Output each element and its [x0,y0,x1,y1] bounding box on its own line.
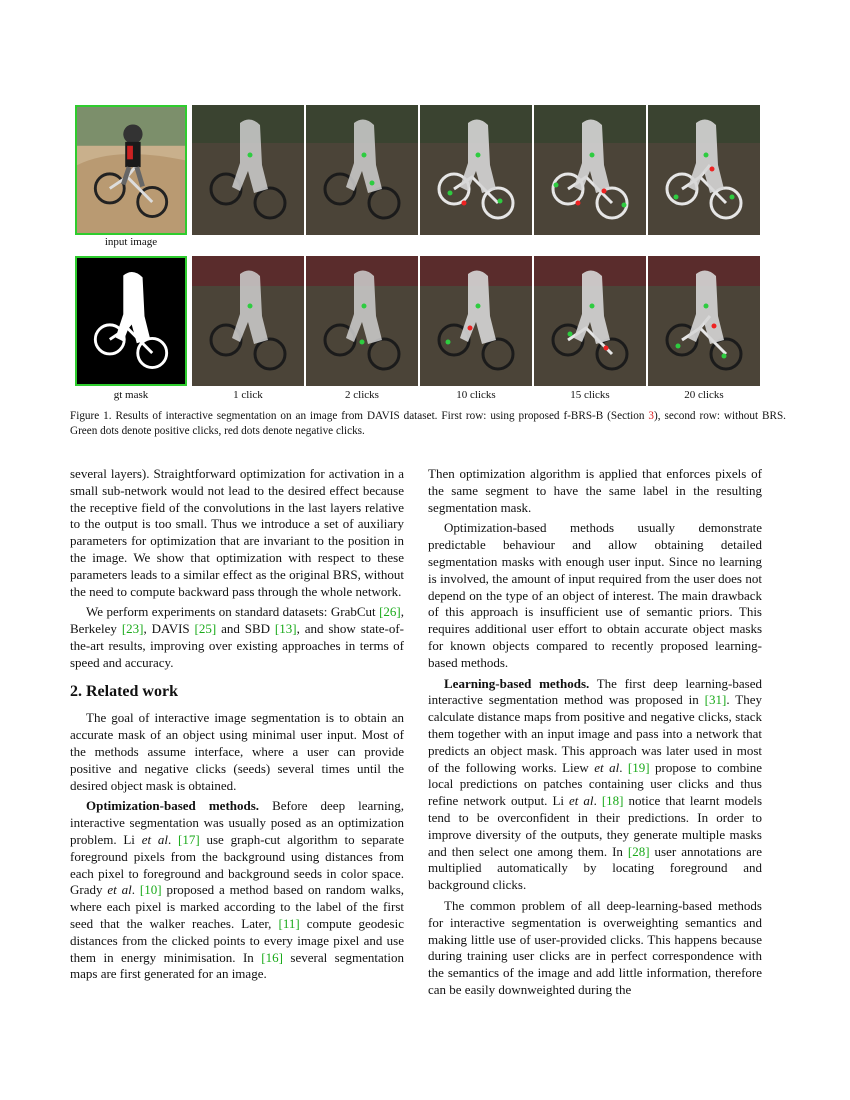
row1-result-2-clicks [306,105,418,235]
citation-31[interactable]: [31] [704,692,727,708]
text: and SBD [216,621,275,637]
right-paragraph-3 [428,676,762,894]
citation-18[interactable]: [18] [601,793,624,809]
text: , Berkeley [70,604,404,637]
text: compute geodesic distances from the clicked points to every image pixel and use them in energy minimisation. In [70,915,405,965]
right-paragraph-4: The common problem of all deep-learning-based methods for interactive segmentation is overweighting semantics and making little use of user-provided clicks. This happens because during training user clicks are in perfect correspondence with the semantics of the image and add little information, therefore can be easily downweighted during the [428,897,762,997]
citation-19[interactable]: [19] [627,759,650,775]
label-gt-mask: gt mask [113,389,149,401]
et-al: et al [107,882,132,898]
row1-result-10-clicks [420,105,532,235]
row1-result-15-clicks [534,105,646,235]
text: notice that learnt models tend to be overconfident in their predictions. In order to improve diversity of the outputs, they generate multiple masks and then select one among them. In [428,793,763,859]
input-image-thumbnail [75,105,187,235]
paragraph-title-learning: Learning-based methods. [444,675,590,691]
right-column [428,466,762,1003]
figure-1 [0,0,850,460]
citation-13[interactable]: [13] [274,621,297,637]
text: . [619,759,628,775]
section-ref-link[interactable]: 3 [648,410,654,422]
gt-mask-thumbnail [75,256,187,386]
row1-result-20-clicks [648,105,760,235]
text: , and show state-of-the-art results, improving over existing approaches in terms of speed and accuracy. [70,621,405,670]
row2-result-15-clicks [534,256,646,386]
section-heading-related-work: 2. Related work [70,682,178,700]
citation-23[interactable]: [23] [121,621,144,637]
label-10-clicks: 10 clicks [456,389,496,401]
label-input-image: input image [104,236,158,248]
right-paragraph-2: Optimization-based methods usually demonstrate predictable behaviour and allow obtaining detailed segmentation masks with enough user input. Since no learning is involved, the amount of input required from the user does not depend on the type of an object of interest. The main drawback of this approach is insufficient use of semantic priors. This requires additional user effort to obtain accurate object masks for known objects compared to recently proposed learning-based methods. [428,520,762,670]
text: , DAVIS [143,621,195,637]
left-column [70,466,404,987]
et-al: et al [594,759,620,775]
text: . [131,882,140,898]
row1-result-1-click [192,105,304,235]
text: The first deep learning-based interactive segmentation method was proposed in [428,675,762,708]
citation-11[interactable]: [11] [278,915,300,931]
citation-25[interactable]: [25] [194,621,217,637]
citation-10[interactable]: [10] [139,882,162,898]
text: user annotations are multiplied automatically by locating foreground and background clicks. [428,843,762,893]
text: Before deep learning, interactive segmentation was usually posed as an optimization problem. Li [70,798,404,847]
label-15-clicks: 15 clicks [570,389,610,401]
citation-16[interactable]: [16] [261,949,283,965]
text: . [593,793,602,809]
text: propose to combine local predictions on patches containing user clicks and thus refine network output. Li [428,759,762,809]
row2-result-10-clicks [420,256,532,386]
row2-result-2-clicks [306,256,418,386]
caption-text-1: Figure 1. Results of interactive segmentation on an image from DAVIS dataset. First row: using proposed f-BRS-B (Section [70,410,649,422]
text: proposed a method based on random walks, where each pixel is marked according to the label of the first seed that the walker reaches. Later, [70,882,405,931]
paragraph-title-optimization: Optimization-based methods. [86,798,260,814]
caption-text-2: ), second row: without BRS. Green dots denote positive clicks, red dots denote negative clicks. [70,410,786,437]
label-20-clicks: 20 clicks [684,389,724,401]
left-paragraph-1: several layers). Straightforward optimization for activation in a small sub-network would not lead to the desired effect because the receptive field of the convolutions in the last layers relative to the output is too small. Thus we introduce a set of auxiliary parameters for optimization that are invariant to the position in the image. We show that optimization with respect to these parameters leads to a similar effect as the original BRS, without the need to compute backward pass through the whole network. [70,466,404,599]
figure-caption [70,409,786,439]
et-al: et al [141,831,168,847]
citation-26[interactable]: [26] [379,604,401,620]
left-paragraph-3: The goal of interactive image segmentation is to obtain an accurate mask of an object using minimal user input. Most of the methods assume interface, where a user can provide positive and negative clicks (seeds) several times until the desired object mask is obtained. [70,710,404,793]
citation-17[interactable]: [17] [178,831,200,847]
right-paragraph-1: Then optimization algorithm is applied that enforces pixels of the same segment to have the same label in the resulting segmentation mask. [428,466,762,515]
text: We perform experiments on standard datasets: GrabCut [86,604,380,620]
et-al: et al [569,793,594,809]
text: several segmentation maps are first generated for an image. [70,949,404,982]
text: . They calculate distance maps from positive and negative clicks, stack them together with an input image and pass into a network that predicts an object mask. This approach was later used in most of the following works. Liew [428,692,762,775]
row2-result-1-click [192,256,304,386]
row2-result-20-clicks [648,256,760,386]
left-paragraph-2 [70,604,404,671]
text: . [167,831,179,847]
left-paragraph-4 [70,798,404,983]
label-2-clicks: 2 clicks [345,389,379,401]
label-1-click: 1 click [233,389,263,401]
citation-28[interactable]: [28] [627,843,650,859]
text: use graph-cut algorithm to separate foreground pixels from the background using distances from each pixel to foreground and background seeds in color space. Grady [70,831,404,898]
